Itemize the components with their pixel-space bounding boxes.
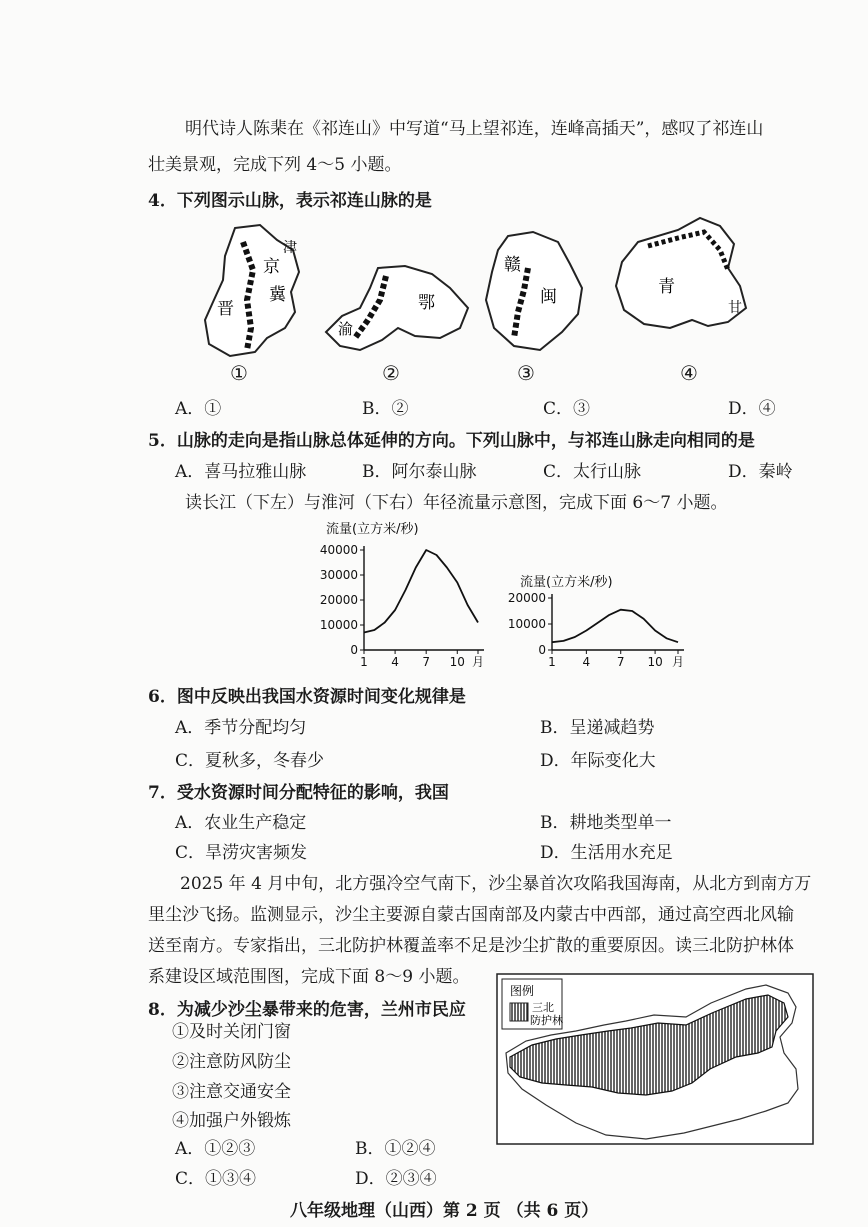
q8-option-b[interactable]: B．①②④ (355, 1139, 436, 1159)
q8-item-2: ②注意防风防尘 (172, 1052, 291, 1072)
q6-option-d[interactable]: D．年际变化大 (540, 751, 656, 771)
question-7-stem: 7．受水资源时间分配特征的影响，我国 (148, 783, 449, 803)
q5-option-d[interactable]: D．秦岭 (728, 462, 793, 482)
q6-option-c[interactable]: C．夏秋多，冬春少 (175, 751, 325, 771)
q6-option-a[interactable]: A．季节分配均匀 (175, 718, 307, 738)
map-2-label: ② (382, 361, 400, 385)
intro-line-1: 明代诗人陈棐在《祁连山》中写道“马上望祁连，连峰高插天”，感叹了祁连山 (185, 119, 764, 139)
q4-option-d[interactable]: D．④ (728, 399, 776, 419)
question-8-stem: 8．为减少沙尘暴带来的危害，兰州市民应 (148, 1000, 466, 1020)
x-tick-label: 10 (647, 655, 663, 669)
y-tick-label: 30000 (320, 568, 358, 582)
map-4-label: ④ (680, 361, 698, 385)
question-5-stem: 5．山脉的走向是指山脉总体延伸的方向。下列山脉中，与祁连山脉走向相同的是 (148, 431, 755, 451)
x-tick-label: 4 (582, 655, 591, 669)
q6-option-b[interactable]: B．呈递减趋势 (540, 718, 655, 738)
map-1-char-4: 晋 (217, 299, 234, 319)
chart-ylabel: 流量(立方米/秒) (520, 575, 613, 590)
intro-line-2: 壮美景观，完成下列 4～5 小题。 (148, 155, 402, 175)
q7-option-b[interactable]: B．耕地类型单一 (540, 813, 672, 833)
q8-item-4: ④加强户外锻炼 (172, 1111, 291, 1131)
x-tick-label: 7 (422, 655, 431, 669)
intro-2: 读长江（下左）与淮河（下右）年径流量示意图，完成下面 6～7 小题。 (185, 493, 728, 513)
page-footer: 八年级地理（山西）第 2 页 （共 6 页） (290, 1201, 599, 1221)
map-4-char-1: 青 (658, 277, 675, 297)
map-legend-label-1: 三北 (532, 1001, 554, 1014)
y-tick-label: 0 (538, 643, 546, 657)
x-tick-label: 月 (471, 655, 485, 669)
q7-option-a[interactable]: A．农业生产稳定 (175, 813, 307, 833)
map-2-char-2: 渝 (338, 320, 354, 338)
q7-option-d[interactable]: D．生活用水充足 (540, 843, 673, 863)
shelterbelt-map (496, 973, 814, 1145)
map-2 (320, 258, 475, 358)
map-3-label: ③ (517, 361, 535, 385)
map-1-char-1: 京 (263, 257, 280, 277)
map-1-char-3: 冀 (269, 285, 286, 305)
q5-option-a[interactable]: A．喜马拉雅山脉 (175, 462, 307, 482)
map-legend-label-2: 防护林 (530, 1014, 563, 1027)
intro-3-line-4: 系建设区域范围图，完成下面 8～9 小题。 (148, 967, 470, 987)
y-tick-label: 10000 (320, 618, 358, 632)
q8-option-a[interactable]: A．①②③ (175, 1139, 256, 1159)
q8-item-1: ①及时关闭门窗 (172, 1022, 291, 1042)
x-tick-label: 1 (548, 655, 556, 669)
map-1-label: ① (230, 361, 248, 385)
x-tick-label: 4 (391, 655, 399, 669)
map-4 (608, 212, 753, 340)
runoff-line (552, 610, 678, 643)
intro-3-line-3: 送至南方。专家指出，三北防护林覆盖率不足是沙尘扩散的重要原因。读三北防护林体 (148, 936, 794, 956)
map-3-char-2: 闽 (540, 287, 557, 307)
x-tick-label: 1 (360, 655, 368, 669)
huaihe-runoff-chart (508, 572, 693, 676)
x-tick-label: 月 (671, 655, 685, 669)
map-4-char-2: 甘 (728, 300, 742, 316)
y-tick-label: 20000 (508, 591, 546, 605)
map-3-char-1: 赣 (504, 255, 521, 275)
intro-3-line-2: 里尘沙飞扬。监测显示，沙尘主要源自蒙古国南部及内蒙古中西部，通过高空西北风输 (148, 905, 794, 925)
q8-item-3: ③注意交通安全 (172, 1082, 291, 1102)
intro-3-line-1: 2025 年 4 月中旬，北方强冷空气南下，沙尘暴首次攻陷我国海南，从北方到南方万 (180, 874, 812, 894)
map-legend-title: 图例 (510, 984, 535, 998)
legend-hatch-swatch (510, 1003, 528, 1021)
y-tick-label: 40000 (320, 543, 358, 557)
question-4-stem: 4．下列图示山脉，表示祁连山脉的是 (148, 191, 432, 211)
x-tick-label: 7 (616, 655, 625, 669)
y-tick-label: 20000 (320, 593, 358, 607)
q4-option-b[interactable]: B．② (362, 399, 409, 419)
y-tick-label: 10000 (508, 617, 546, 631)
map-1-char-2: 津 (283, 240, 297, 256)
map-2-char-1: 鄂 (418, 293, 435, 313)
y-tick-label: 0 (350, 643, 358, 657)
q4-option-c[interactable]: C．③ (543, 399, 591, 419)
q8-option-c[interactable]: C．①③④ (175, 1169, 257, 1189)
q5-option-b[interactable]: B．阿尔泰山脉 (362, 462, 477, 482)
map-1 (195, 220, 310, 360)
yangtze-runoff-chart (320, 516, 505, 676)
chart-ylabel: 流量(立方米/秒) (326, 522, 419, 537)
q7-option-c[interactable]: C．旱涝灾害频发 (175, 843, 308, 863)
map-3 (478, 228, 588, 356)
question-6-stem: 6．图中反映出我国水资源时间变化规律是 (148, 687, 466, 707)
runoff-line (364, 550, 478, 633)
q5-option-c[interactable]: C．太行山脉 (543, 462, 642, 482)
q8-option-d[interactable]: D．②③④ (355, 1169, 437, 1189)
x-tick-label: 10 (449, 655, 465, 669)
q4-option-a[interactable]: A．① (175, 399, 222, 419)
